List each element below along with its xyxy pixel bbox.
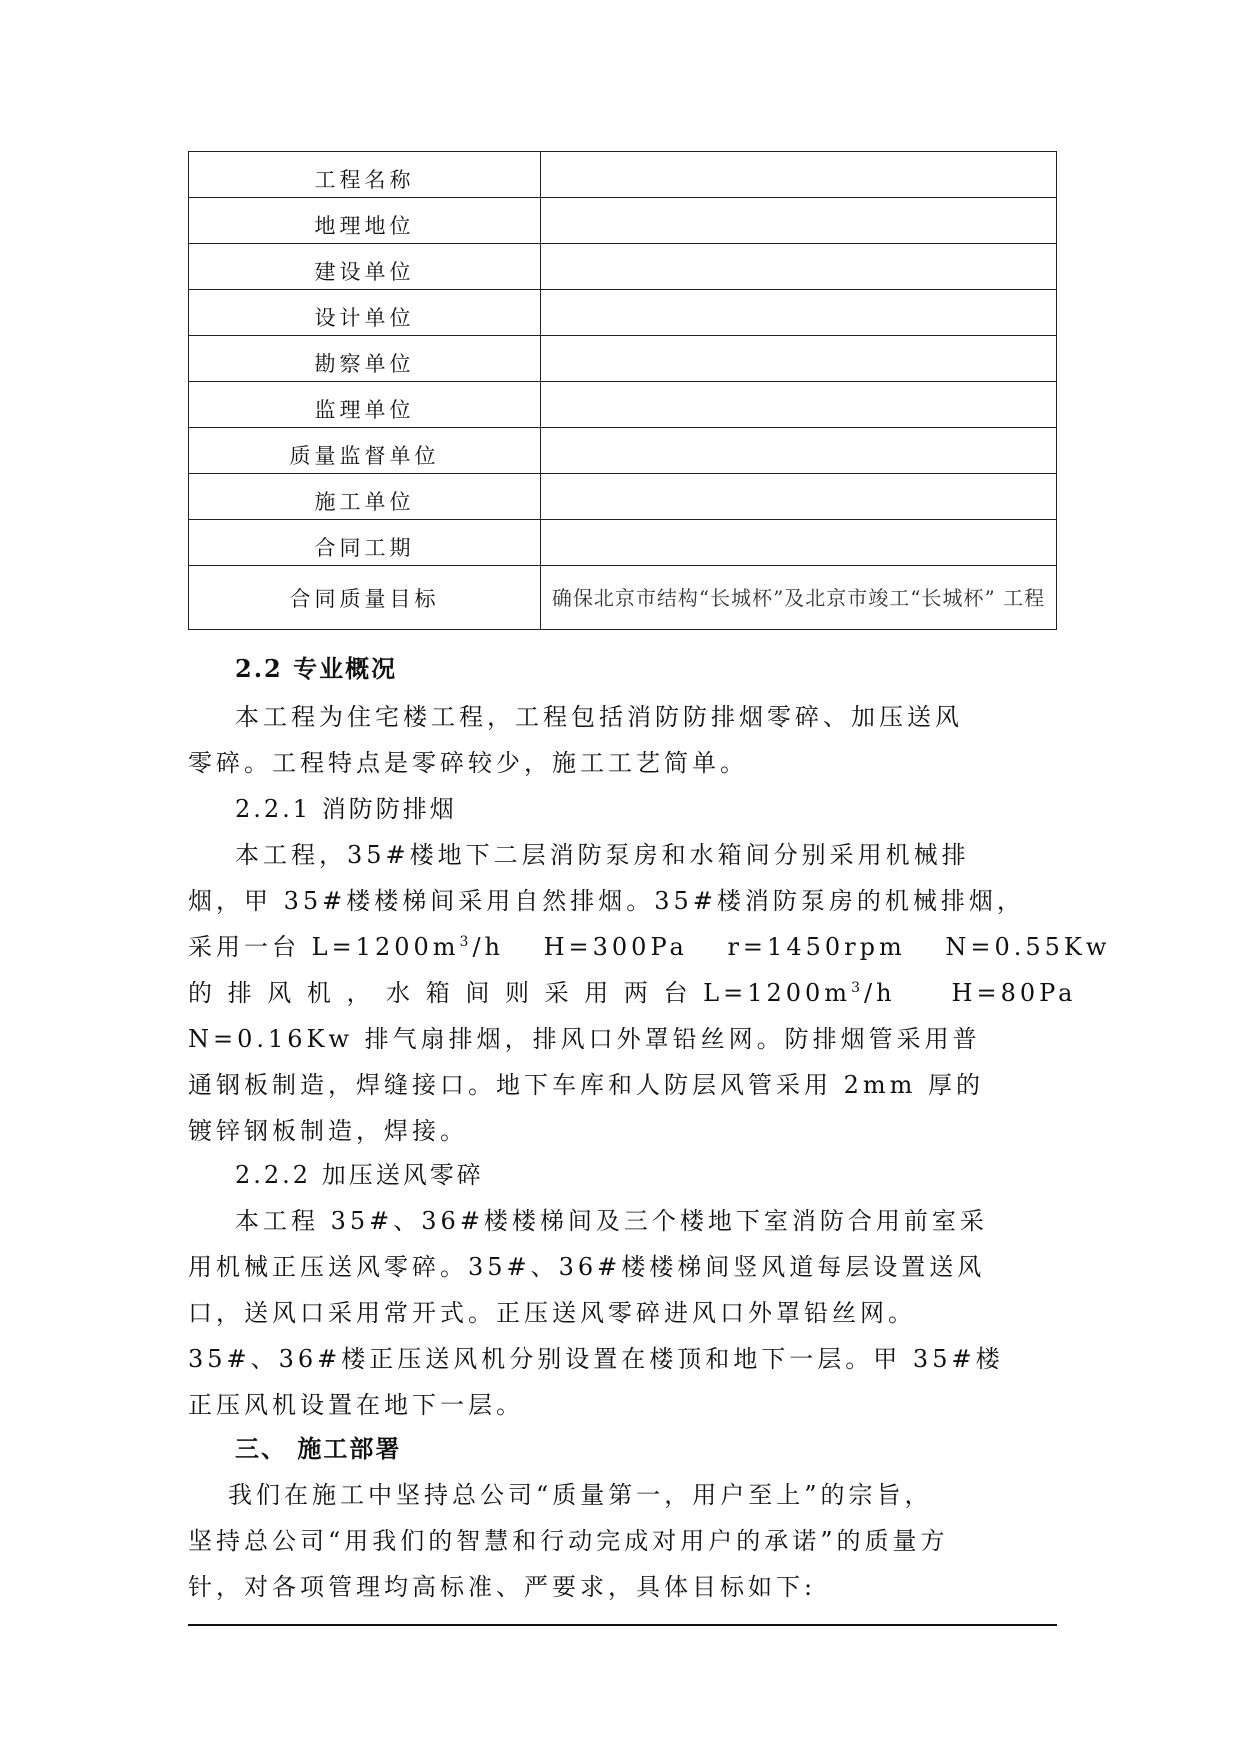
row-label: 合同质量目标 bbox=[189, 566, 541, 630]
project-info-table bbox=[188, 151, 1057, 630]
table-row bbox=[189, 152, 1057, 198]
text-segment: 采用一台 L=1200m bbox=[188, 933, 460, 961]
table-row bbox=[189, 198, 1057, 244]
text-line: 本工程 35#、36#楼楼梯间及三个楼地下室消防合用前室采 bbox=[235, 1207, 988, 1235]
row-value bbox=[541, 336, 1057, 382]
superscript: 3 bbox=[459, 934, 473, 950]
row-label: 合同工期 bbox=[189, 520, 541, 566]
table-row bbox=[189, 566, 1057, 630]
text-line: 零碎。工程特点是零碎较少，施工工艺简单。 bbox=[188, 749, 748, 777]
text-line: 烟，甲 35#楼楼梯间采用自然排烟。35#楼消防泵房的机械排烟， bbox=[188, 887, 1025, 915]
paragraph bbox=[188, 1198, 1060, 1428]
text-line bbox=[188, 924, 1111, 970]
table-row bbox=[189, 520, 1057, 566]
section-heading: 三、 施工部署 bbox=[235, 1434, 402, 1463]
footer-rule bbox=[188, 1624, 1057, 1626]
text-line: 口，送风口采用常开式。正压送风零碎进风口外罩铅丝网。 bbox=[188, 1299, 916, 1327]
text-segment: /h H=300Pa r=1450rpm N=0.55Kw bbox=[472, 933, 1111, 961]
row-value bbox=[541, 520, 1057, 566]
text-line bbox=[188, 970, 1077, 1016]
paragraph bbox=[188, 1472, 1060, 1610]
text-line: N=0.16Kw 排气扇排烟，排风口外罩铅丝网。防排烟管采用普 bbox=[188, 1025, 981, 1053]
row-value bbox=[541, 198, 1057, 244]
row-label: 建设单位 bbox=[189, 244, 541, 290]
text-line: 正压风机设置在地下一层。 bbox=[188, 1391, 524, 1419]
table-row bbox=[189, 382, 1057, 428]
row-value bbox=[541, 244, 1057, 290]
text-line: 针，对各项管理均高标准、严要求，具体目标如下: bbox=[188, 1573, 817, 1601]
text-line: 我们在施工中坚持总公司“质量第一，用户至上”的宗旨， bbox=[228, 1481, 933, 1509]
row-label: 质量监督单位 bbox=[189, 428, 541, 474]
text-line: 通钢板制造，焊缝接口。地下车库和人防层风管采用 2mm 厚的 bbox=[188, 1071, 985, 1099]
text-segment: /h H=80Pa bbox=[863, 979, 1077, 1007]
row-label: 施工单位 bbox=[189, 474, 541, 520]
row-label: 工程名称 bbox=[189, 152, 541, 198]
table-row bbox=[189, 290, 1057, 336]
text-segment: 的 排 风 机 ， 水 箱 间 则 采 用 两 台 L=1200m bbox=[188, 979, 852, 1007]
row-value bbox=[541, 428, 1057, 474]
quality-target-text: 确保北京市结构“长城杯”及北京市竣工“长城杯” 工程 bbox=[551, 585, 1046, 610]
subsection-heading: 2.2.2 加压送风零碎 bbox=[235, 1161, 484, 1189]
row-value bbox=[541, 290, 1057, 336]
row-value bbox=[541, 474, 1057, 520]
text-line: 镀锌钢板制造，焊接。 bbox=[188, 1117, 468, 1145]
superscript: 3 bbox=[851, 980, 864, 996]
row-value bbox=[541, 152, 1057, 198]
subsection-heading: 2.2.1 消防防排烟 bbox=[235, 795, 457, 823]
text-line: 本工程为住宅楼工程，工程包括消防防排烟零碎、加压送风 bbox=[235, 703, 963, 731]
row-label: 地理地位 bbox=[189, 198, 541, 244]
table-row bbox=[189, 428, 1057, 474]
table-row bbox=[189, 336, 1057, 382]
row-label: 勘察单位 bbox=[189, 336, 541, 382]
table-row bbox=[189, 244, 1057, 290]
row-label: 监理单位 bbox=[189, 382, 541, 428]
text-line: 本工程，35#楼地下二层消防泵房和水箱间分别采用机械排 bbox=[235, 841, 970, 869]
paragraph bbox=[188, 694, 1060, 786]
section-heading: 2.2 专业概况 bbox=[235, 654, 398, 683]
table-row bbox=[189, 474, 1057, 520]
row-label: 设计单位 bbox=[189, 290, 541, 336]
text-line: 用机械正压送风零碎。35#、36#楼楼梯间竖风道每层设置送风 bbox=[188, 1253, 986, 1281]
paragraph bbox=[188, 832, 1111, 1154]
text-line: 35#、36#楼正压送风机分别设置在楼顶和地下一层。甲 35#楼 bbox=[188, 1345, 1004, 1373]
text-line: 坚持总公司“用我们的智慧和行动完成对用户的承诺”的质量方 bbox=[188, 1527, 949, 1555]
row-value bbox=[541, 382, 1057, 428]
row-value bbox=[541, 566, 1057, 630]
